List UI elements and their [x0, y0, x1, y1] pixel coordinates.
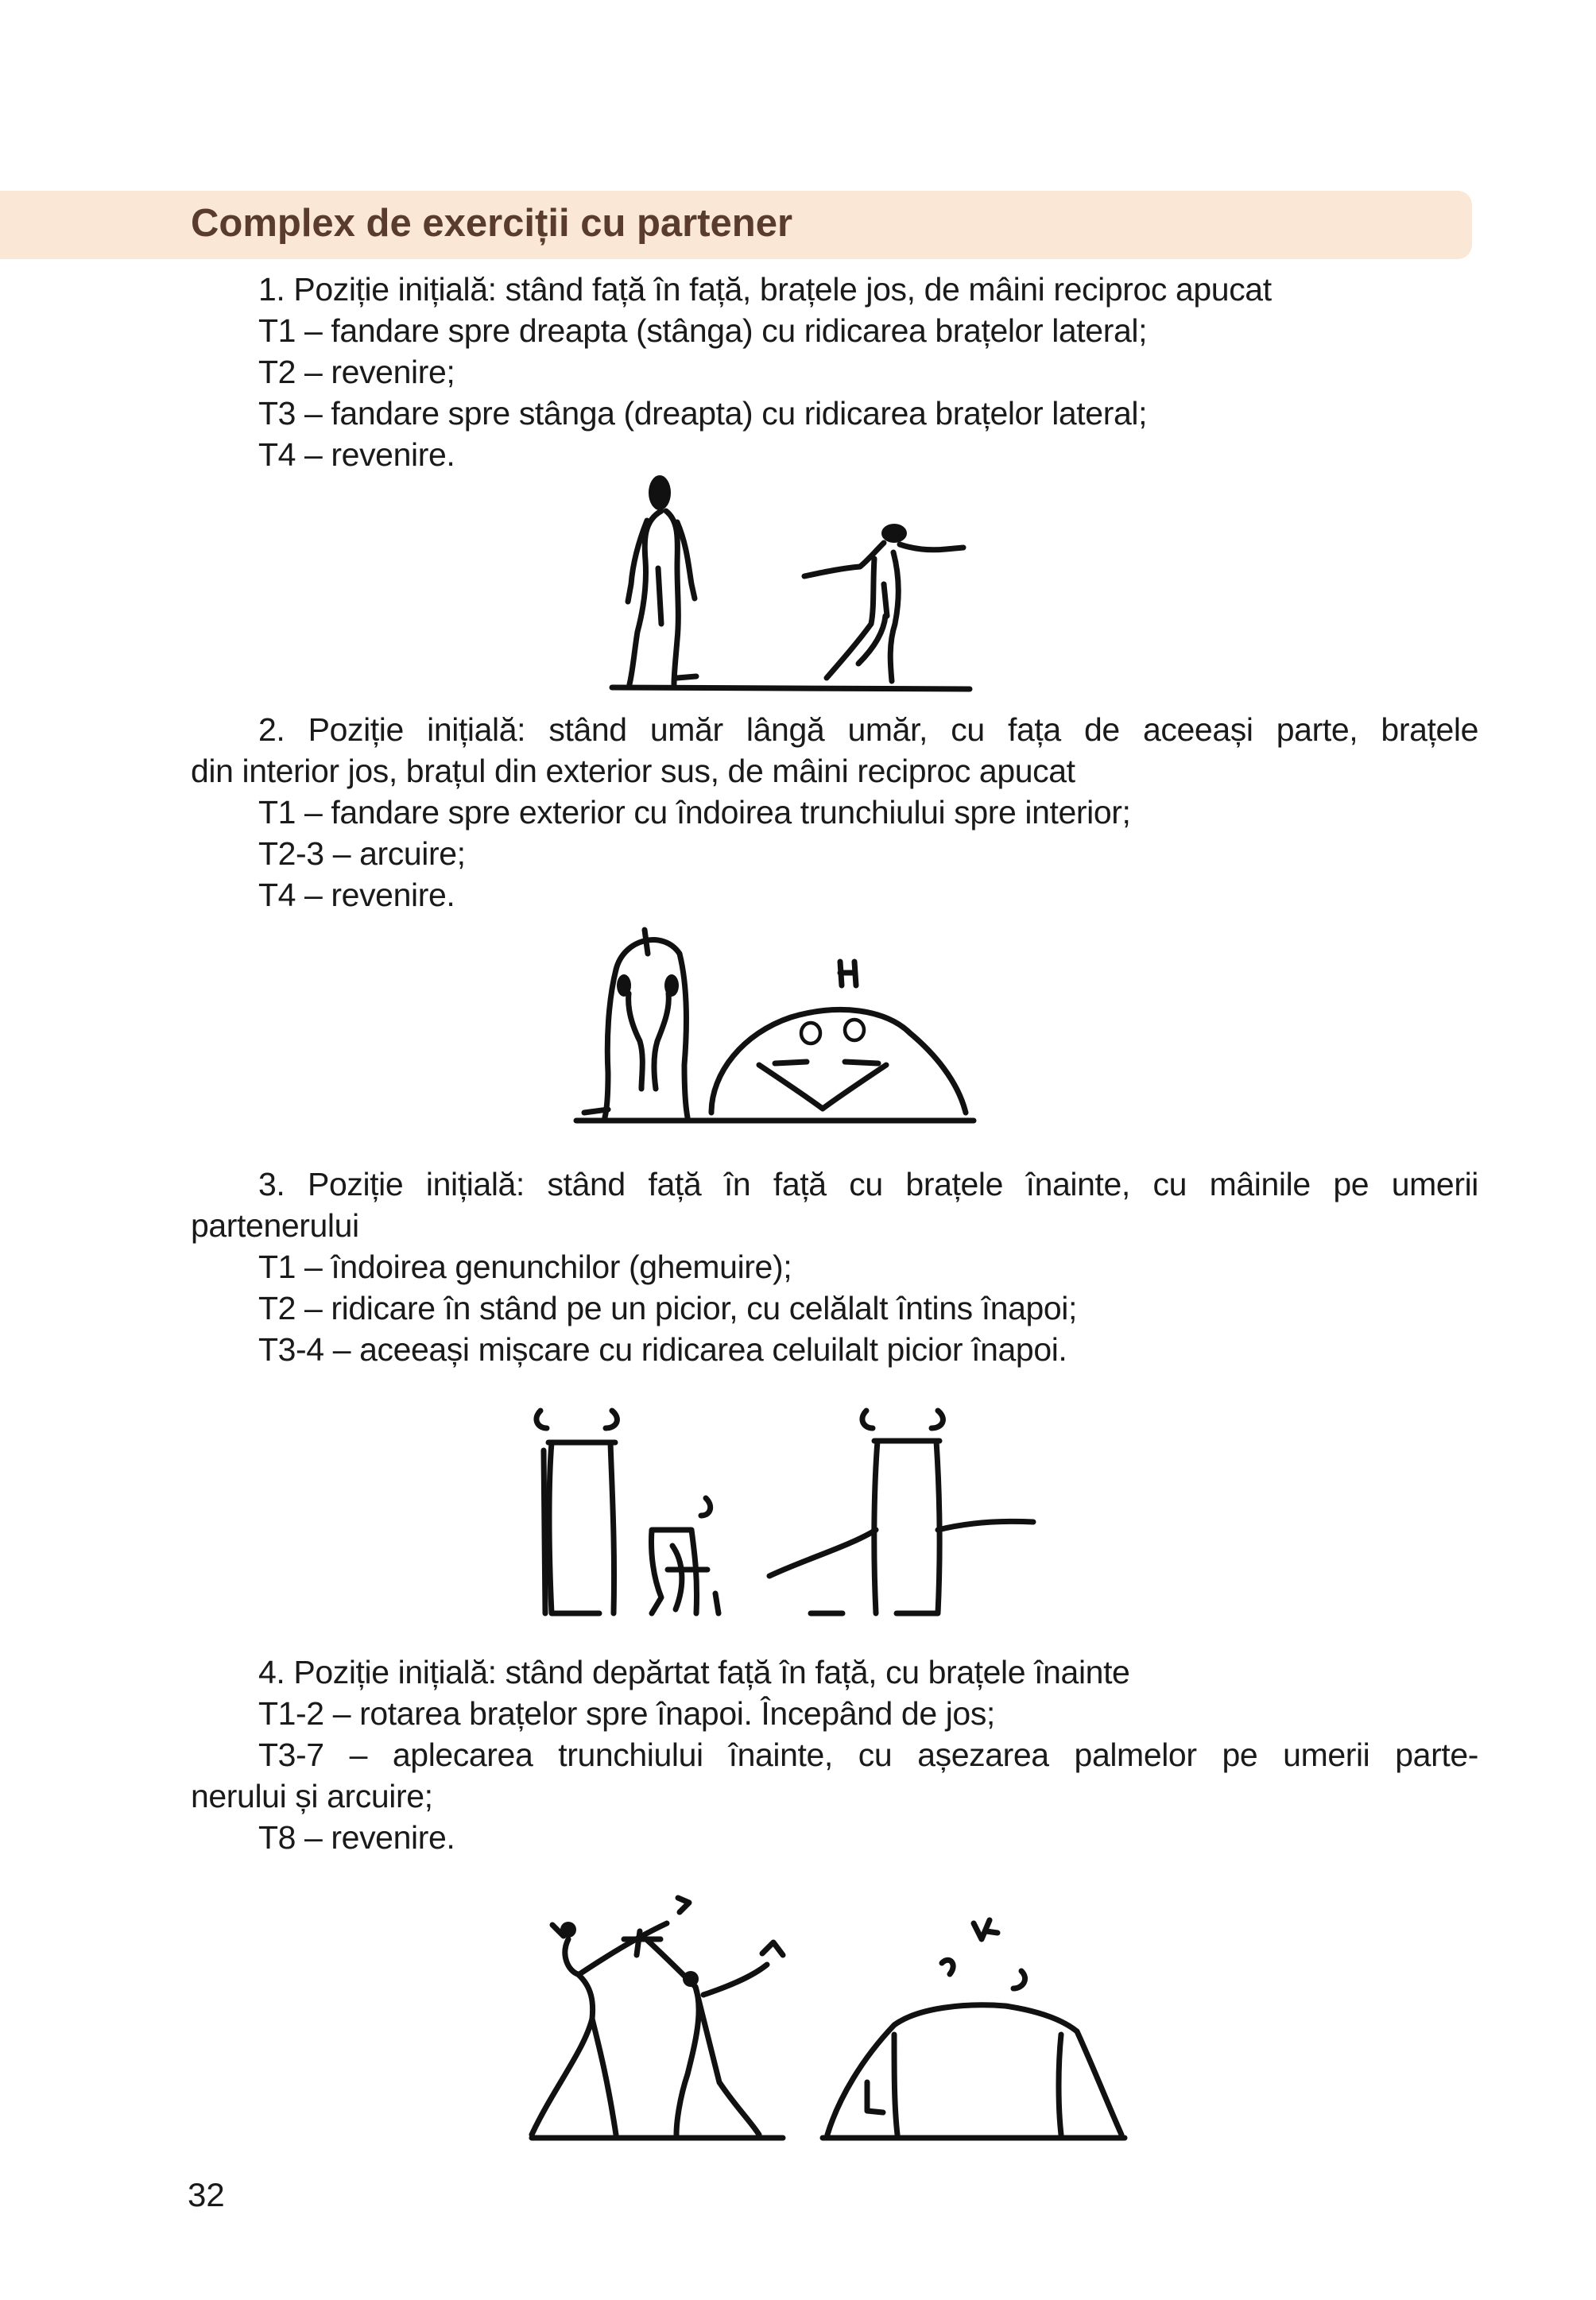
exercise-2-step-t4: T4 – revenire. — [258, 877, 455, 913]
exercise-3-step-t1: T1 – îndoirea genunchilor (ghemuire); — [258, 1249, 792, 1285]
exercise-3-heading: 3. Poziție inițială: stând față în față cu brațele înainte, cu mâinile pe umerii — [258, 1166, 1478, 1202]
exercise-2-heading: 2. Poziție inițială: stând umăr lângă umăr, cu fața de aceeași parte, brațele — [258, 711, 1478, 748]
exercise-3-figure — [517, 1387, 1089, 1625]
exercise-2-figure — [568, 922, 982, 1129]
exercise-1-step-t4: T4 – revenire. — [258, 436, 455, 473]
exercise-1-step-t2: T2 – revenire; — [258, 354, 455, 390]
exercise-1-step-t1: T1 – fandare spre dreapta (stânga) cu ridicarea brațelor lateral; — [258, 312, 1148, 349]
exercise-4-step-t3-7: T3-7 – aplecarea trunchiului înainte, cu așezarea palmelor pe umerii parte- — [258, 1737, 1478, 1773]
exercise-3-heading-cont: partenerului — [191, 1207, 359, 1244]
exercise-4-heading: 4. Poziție inițială: stând depărtat față în față, cu brațele înainte — [258, 1654, 1130, 1690]
section-title: Complex de exerciții cu partener — [191, 202, 793, 245]
exercise-4-figure — [521, 1891, 1141, 2146]
exercise-2-step-t2-3: T2-3 – arcuire; — [258, 835, 466, 872]
exercise-4-step-t3-7-cont: nerului și arcuire; — [191, 1778, 433, 1814]
exercise-4-step-t1-2: T1-2 – rotarea brațelor spre înapoi. Începând de jos; — [258, 1695, 995, 1732]
exercise-3-step-t3-4: T3-4 – aceeași mișcare cu ridicarea celuilalt picior înapoi. — [258, 1331, 1067, 1368]
exercise-4-step-t8: T8 – revenire. — [258, 1819, 455, 1856]
exercise-1-step-t3: T3 – fandare spre stânga (dreapta) cu ridicarea brațelor lateral; — [258, 395, 1148, 432]
exercise-2-heading-cont: din interior jos, brațul din exterior sus, de mâini reciproc apucat — [191, 753, 1075, 789]
exercise-3-step-t2: T2 – ridicare în stând pe un picior, cu celălalt întins înapoi; — [258, 1290, 1078, 1326]
exercise-1-figure — [588, 465, 1001, 695]
page-number: 32 — [188, 2176, 225, 2213]
exercise-2-step-t1: T1 – fandare spre exterior cu îndoirea trunchiului spre interior; — [258, 794, 1131, 831]
exercise-1-heading: 1. Poziție inițială: stând față în față, brațele jos, de mâini reciproc apucat — [258, 271, 1272, 308]
